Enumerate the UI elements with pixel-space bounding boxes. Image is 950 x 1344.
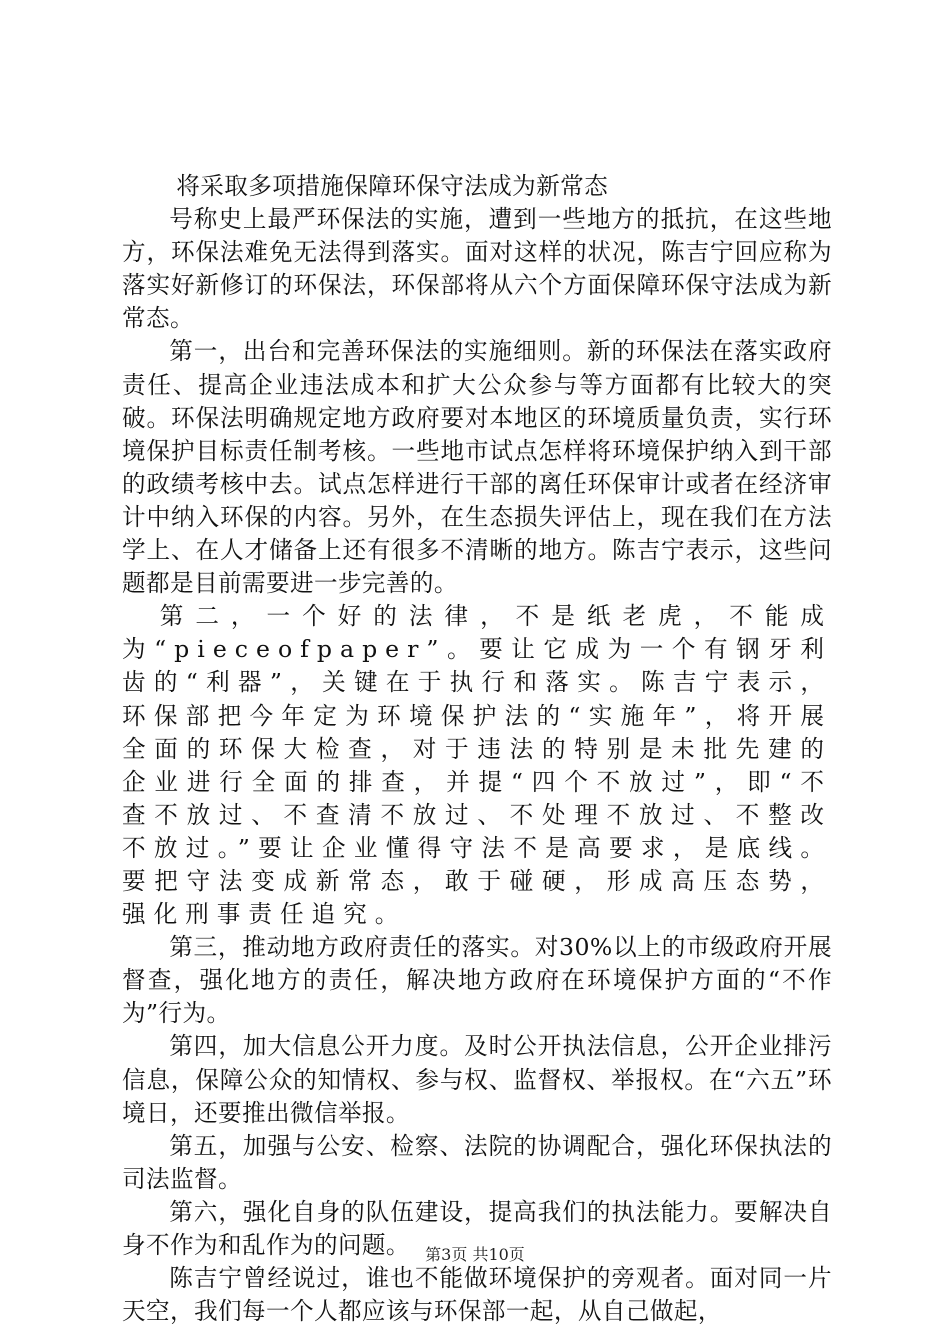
paragraph-fifth-measure: 第五，加强与公安、检察、法院的协调配合，强化环保执法的司法监督。 [122, 1131, 832, 1193]
paragraph-sixth-measure: 第六，强化自身的队伍建设，提高我们的执法能力。要解决自身不作为和乱作为的问题。 [122, 1197, 832, 1259]
paragraph-closing: 陈吉宁曾经说过，谁也不能做环境保护的旁观者。面对同一片天空，我们每一个人都应该与环保部一起，从自己做起， [122, 1264, 832, 1326]
paragraph-third-measure: 第三，推动地方政府责任的落实。对30%以上的市级政府开展督查，强化地方的责任，解决地方政府在环境保护方面的“不作为”行为。 [122, 933, 832, 1028]
paragraph-fourth-measure: 第四，加大信息公开力度。及时公开执法信息，公开企业排污信息，保障公众的知情权、参与权、监督权、举报权。在“六五”环境日，还要推出微信举报。 [122, 1032, 832, 1127]
paragraph-first-measure: 第一，出台和完善环保法的实施细则。新的环保法在落实政府责任、提高企业违法成本和扩大公众参与等方面都有比较大的突破。环保法明确规定地方政府要对本地区的环境质量负责，实行环境保护目标责任制考核。一些地市试点怎样将环境保护纳入到干部的政绩考核中去。试点怎样进行干部的离任环保审计或者在经济审计中纳入环保的内容。另外，在生态损失评估上，现在我们在方法学上、在人才储备上还有很多不清晰的地方。陈吉宁表示，这些问题都是目前需要进一步完善的。 [122, 337, 832, 598]
paragraph-intro: 号称史上最严环保法的实施，遭到一些地方的抵抗，在这些地方，环保法难免无法得到落实。面对这样的状况，陈吉宁回应称为落实好新修订的环保法，环保部将从六个方面保障环保守法成为新常态。 [122, 205, 832, 333]
paragraph-second-measure: 第二，一个好的法律，不是纸老虎，不能成为“pieceofpaper”。要让它成为一个有钢牙利齿的“利器”，关键在于执行和落实。陈吉宁表示，环保部把今年定为环境保护法的“实施年”，将开展全面的环保大检查，对于违法的特别是未批先建的企业进行全面的排查，并提“四个不放过”，即“不查不放过、不查清不放过、不处理不放过、不整改不放过。”要让企业懂得守法不是高要求，是底线。要把守法变成新常态，敢于碰硬，形成高压态势，强化刑事责任追究。 [122, 602, 832, 929]
document-body [122, 170, 832, 1328]
document-title: 将采取多项措施保障环保守法成为新常态 [176, 172, 609, 200]
page-number-footer: 第3页 共10页 [425, 1245, 525, 1264]
